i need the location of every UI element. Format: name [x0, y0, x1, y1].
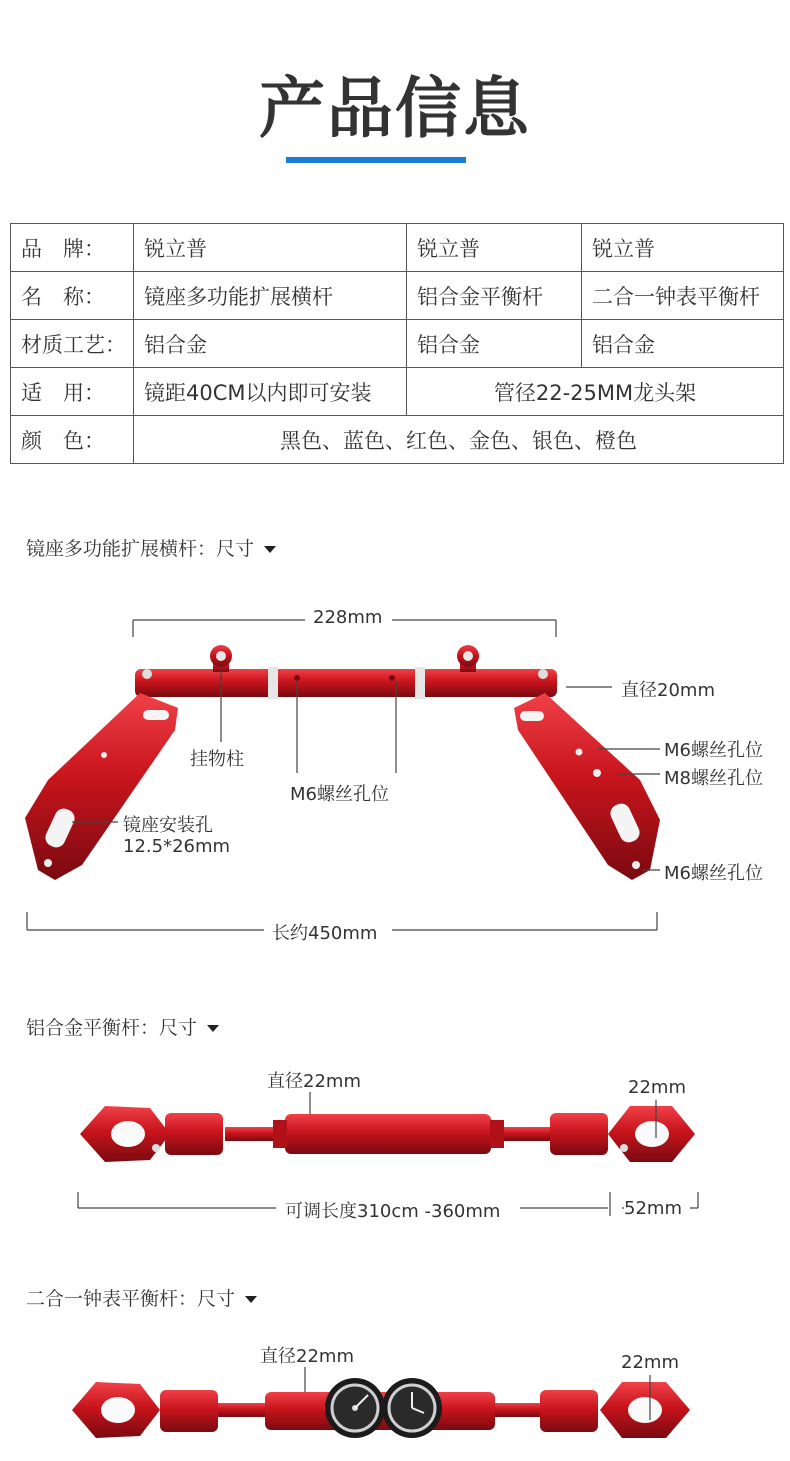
table-cell: 锐立普 — [582, 224, 784, 272]
hook-post-label: 挂物柱 — [190, 749, 244, 770]
table-cell: 镜距40CM以内即可安装 — [134, 368, 407, 416]
table-cell: 铝合金 — [407, 320, 582, 368]
mount-hole-size-label: 12.5*26mm — [123, 836, 231, 857]
balance-clamp-label: 22mm — [628, 1077, 686, 1098]
adjustable-length-label: 可调长度310cm -360mm — [285, 1201, 501, 1222]
dimension-width-label: 228mm — [313, 607, 383, 628]
row-label-fit: 适 用： — [11, 368, 134, 416]
extension-bar-image — [25, 620, 660, 930]
m8-hole-right-label: M8螺丝孔位 — [664, 768, 763, 789]
section-title-clock-bar — [26, 1284, 257, 1311]
table-cell: 镜座多功能扩展横杆 — [134, 272, 407, 320]
row-label-brand: 品 牌： — [11, 224, 134, 272]
section-title-text: 镜座多功能扩展横杆：尺寸 — [26, 538, 255, 560]
table-cell: 锐立普 — [407, 224, 582, 272]
row-label-material: 材质工艺： — [11, 320, 134, 368]
length-label: 长约450mm — [272, 923, 378, 944]
m6-hole-right-label: M6螺丝孔位 — [664, 740, 763, 761]
table-cell: 锐立普 — [134, 224, 407, 272]
clock-bar-clamp-label: 22mm — [621, 1352, 679, 1373]
clock-bar-diameter-label: 直径22mm — [260, 1346, 354, 1367]
section-title-text: 铝合金平衡杆：尺寸 — [26, 1017, 198, 1039]
section-title-text: 二合一钟表平衡杆：尺寸 — [26, 1288, 236, 1310]
row-label-color: 颜 色： — [11, 416, 134, 464]
caret-down-icon — [207, 1025, 219, 1032]
table-cell: 黑色、蓝色、红色、金色、银色、橙色 — [134, 416, 784, 464]
row-label-name: 名 称： — [11, 272, 134, 320]
clock-balance-bar-image — [72, 1367, 690, 1438]
table-cell: 铝合金 — [582, 320, 784, 368]
table-cell: 铝合金平衡杆 — [407, 272, 582, 320]
table-cell: 二合一钟表平衡杆 — [582, 272, 784, 320]
balance-diameter-label: 直径22mm — [267, 1071, 361, 1092]
m6-hole-center-label: M6螺丝孔位 — [290, 784, 389, 805]
table-cell: 铝合金 — [134, 320, 407, 368]
m6-hole-bottom-label: M6螺丝孔位 — [664, 863, 763, 884]
mount-hole-label: 镜座安装孔 — [123, 815, 213, 836]
page-title: 产品信息 — [259, 70, 531, 147]
section-title-balance-bar — [26, 1013, 219, 1040]
end-length-label: 52mm — [624, 1198, 682, 1219]
table-cell: 管径22-25MM龙头架 — [407, 368, 784, 416]
caret-down-icon — [245, 1296, 257, 1303]
diameter-label: 直径20mm — [621, 680, 715, 701]
